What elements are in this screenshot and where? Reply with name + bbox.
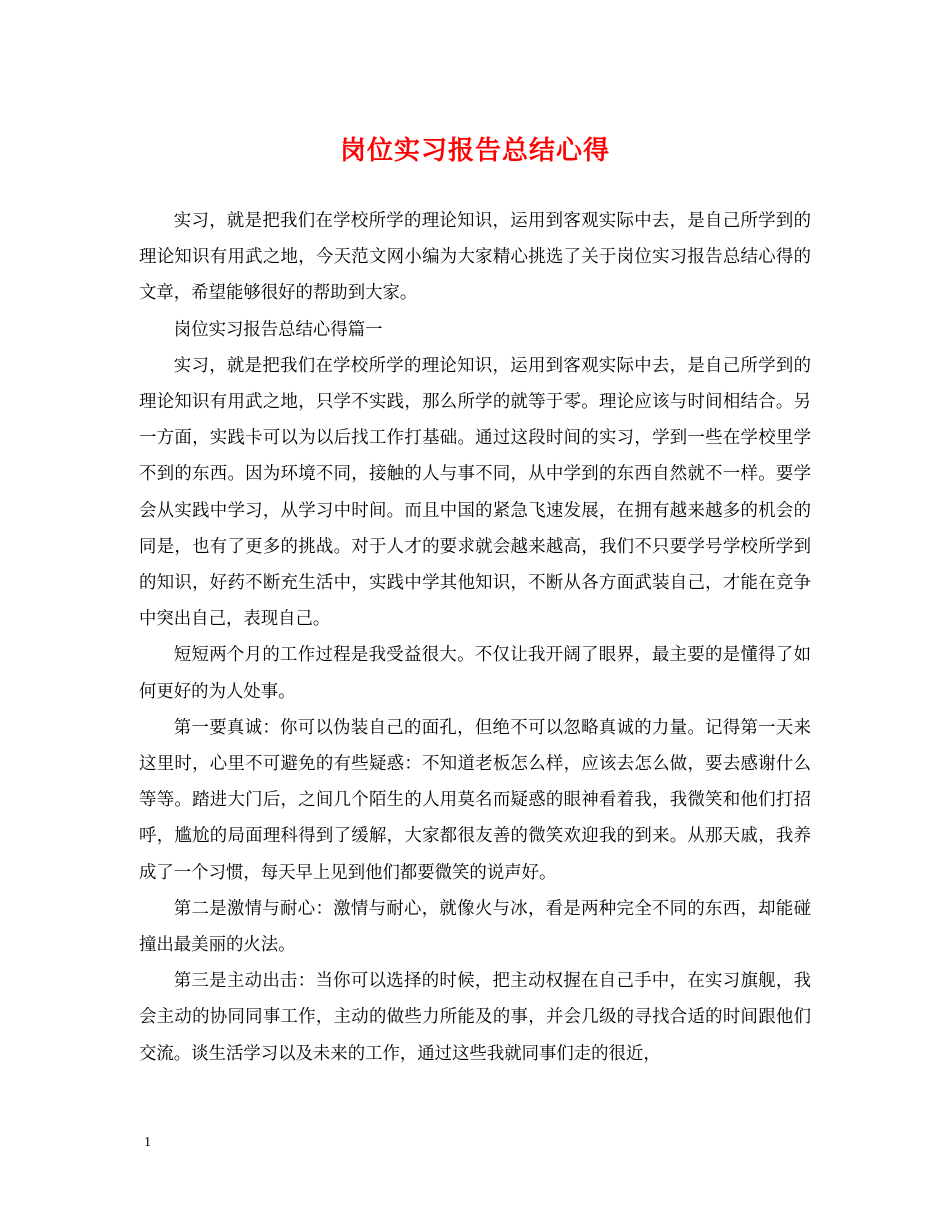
paragraph-two-months: 短短两个月的工作过程是我受益很大。不仅让我开阔了眼界，最主要的是懂得了如何更好的为人处事。: [139, 645, 811, 702]
paragraph-initiative: 第三是主动出击：当你可以选择的时候，把主动权握在自己手中，在实习旗舰，我会主动的协同同事工作，主动的做些力所能及的事，并会几级的寻找合适的时间跟他们交流。谈生活学习以及未来的工作，通过这些我就同事们走的很近，: [139, 971, 811, 1064]
section-heading: 岗位实习报告总结心得篇一: [173, 319, 383, 340]
paragraph-practice: 实习，就是把我们在学校所学的理论知识，运用到客观实际中去，是自己所学到的理论知识有用武之地，只学不实践，那么所学的就等于零。理论应该与时间相结合。另一方面，实践卡可以为以后找工作打基础。通过这段时间的实习，学到一些在学校里学不到的东西。因为环境不同，接触的人与事不同，从中学到的东西自然就不一样。要学会从实践中学习，从学习中时间。而且中国的紧急飞速发展，在拥有越来越多的机会的同是，也有了更多的挑战。对于人才的要求就会越来越高，我们不只要学号学校所学到的知识，好药不断充生活中，实践中学其他知识，不断从各方面武装自己，才能在竞争中突出自己，表现自己。: [139, 355, 811, 630]
document-title: 岗位实习报告总结心得: [339, 136, 610, 166]
paragraph-intro: 实习，就是把我们在学校所学的理论知识，运用到客观实际中去，是自己所学到的理论知识有用武之地，今天范文网小编为大家精心挑选了关于岗位实习报告总结心得的文章，希望能够很好的帮助到大家。: [139, 211, 811, 304]
page-number: 1: [144, 1135, 151, 1150]
paragraph-passion-patience: 第二是激情与耐心：激情与耐心，就像火与冰，看是两种完全不同的东西，却能碰撞出最美丽的火法。: [139, 898, 811, 956]
paragraph-sincerity: 第一要真诚：你可以伪装自己的面孔，但绝不可以忽略真诚的力量。记得第一天来这里时，心里不可避免的有些疑惑：不知道老板怎么样，应该去怎么做，要去感谢什么等等。踏进大门后，之间几个陌生的人用莫名而疑惑的眼神看着我，我微笑和他们打招呼，尴尬的局面理科得到了缓解，大家都很友善的微笑欢迎我的到来。从那天戚，我养成了一个习惯，每天早上见到他们都要微笑的说声好。: [139, 717, 811, 883]
document-body: [139, 203, 811, 1072]
